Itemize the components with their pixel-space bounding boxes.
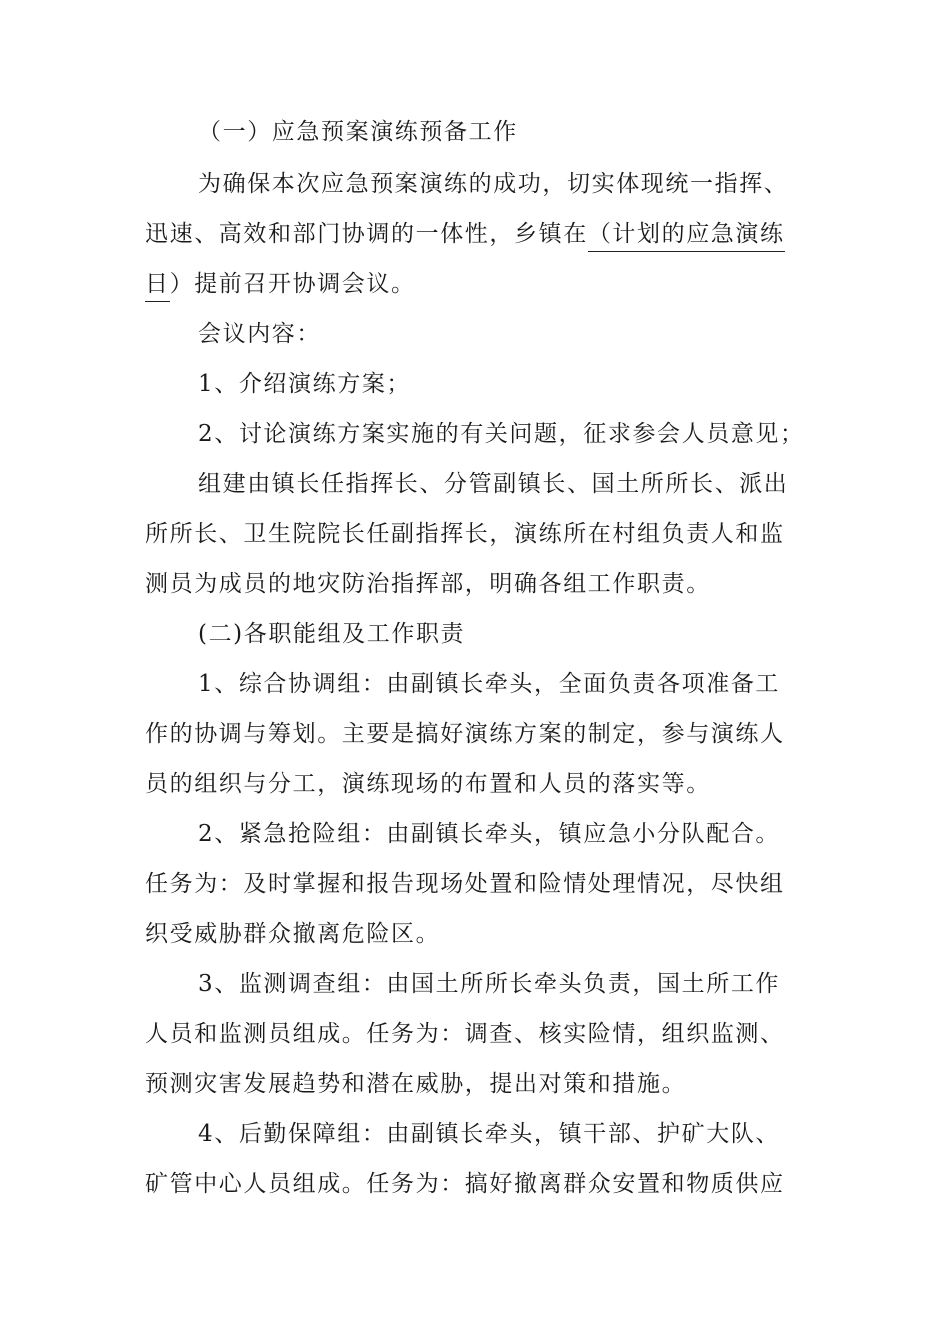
paragraph-line: 预测灾害发展趋势和潜在威胁，提出对策和措施。 <box>145 1071 687 1097</box>
paragraph-line: 4、后勤保障组：由副镇长牵头，镇干部、护矿大队、 <box>198 1121 781 1147</box>
paragraph-line: 作的协调与筹划。主要是搞好演练方案的制定，参与演练人 <box>145 721 785 747</box>
list-item: 2、讨论演练方案实施的有关问题，征求参会人员意见； <box>198 421 805 447</box>
paragraph-line: 2、紧急抢险组：由副镇长牵头，镇应急小分队配合。 <box>198 821 781 847</box>
meeting-content-label: 会议内容： <box>198 321 321 347</box>
paragraph-line <box>145 220 785 248</box>
underlined-blank: （计划的应急演练 <box>588 221 785 252</box>
paragraph-line: 组建由镇长任指挥长、分管副镇长、国土所所长、派出 <box>198 471 789 497</box>
paragraph-line <box>145 270 416 298</box>
paragraph-line: 测员为成员的地灾防治指挥部，明确各组工作职责。 <box>145 571 711 597</box>
underlined-blank: 日 <box>145 271 170 302</box>
paragraph-line: 1、综合协调组：由副镇长牵头，全面负责各项准备工 <box>198 671 781 697</box>
paragraph-line: 为确保本次应急预案演练的成功，切实体现统一指挥、 <box>198 171 789 197</box>
paragraph-line: 矿管中心人员组成。任务为：搞好撤离群众安置和物质供应 <box>145 1171 785 1197</box>
paragraph-text: ）提前召开协调会议。 <box>169 271 416 297</box>
section-heading-1: （一）应急预案演练预备工作 <box>198 119 518 145</box>
paragraph-line: 所所长、卫生院院长任副指挥长，演练所在村组负责人和监 <box>145 521 785 547</box>
paragraph-line: 织受威胁群众撤离危险区。 <box>145 921 441 947</box>
paragraph-line: 3、监测调查组：由国土所所长牵头负责，国土所工作 <box>198 971 781 997</box>
paragraph-line: 任务为：及时掌握和报告现场处置和险情处理情况，尽快组 <box>145 871 785 897</box>
paragraph-line: 人员和监测员组成。任务为：调查、核实险情，组织监测、 <box>145 1021 785 1047</box>
section-heading-2: (二)各职能组及工作职责 <box>198 621 466 647</box>
paragraph-text: 迅速、高效和部门协调的一体性，乡镇在 <box>145 221 588 247</box>
paragraph-line: 员的组织与分工，演练现场的布置和人员的落实等。 <box>145 771 711 797</box>
list-item: 1、介绍演练方案； <box>198 371 412 397</box>
